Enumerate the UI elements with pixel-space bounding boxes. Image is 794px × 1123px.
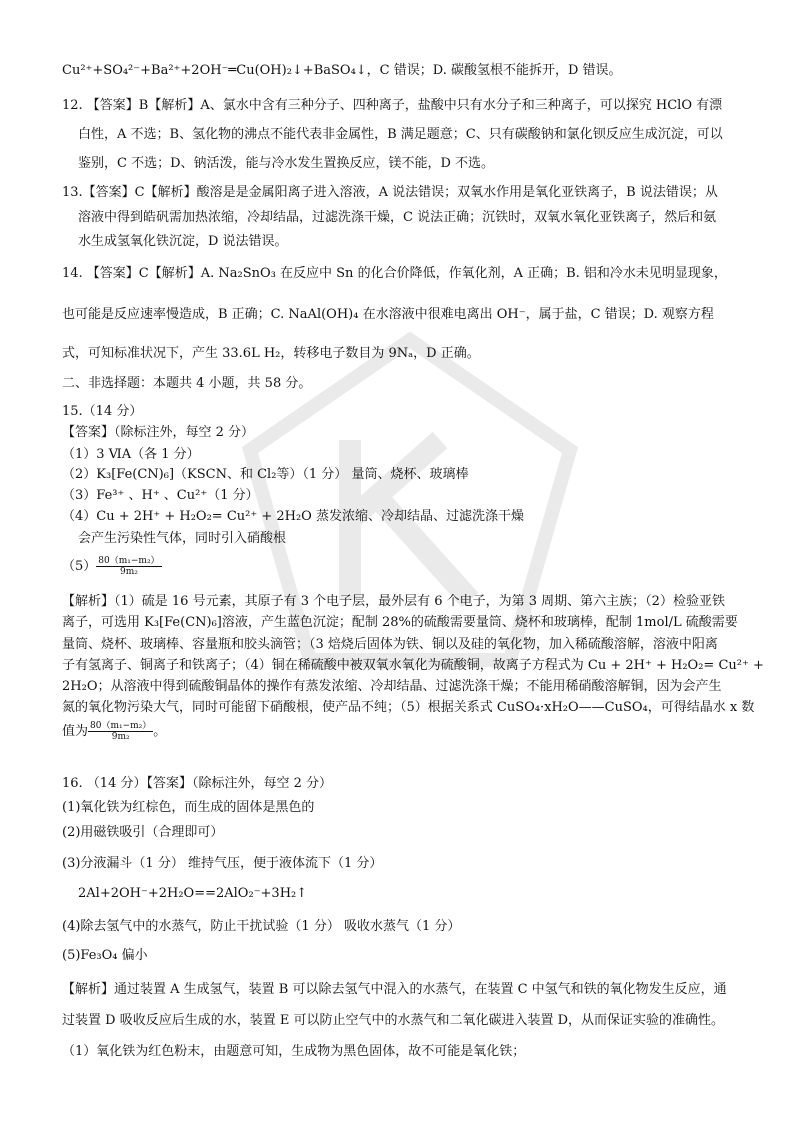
text-line: （3）Fe³⁺ 、H⁺ 、Cu²⁺（1 分） [62, 488, 259, 503]
text-line: (3)分液漏斗（1 分） 维持气压，便于液体流下（1 分） [62, 856, 383, 871]
text-line: (4)除去氢气中的水蒸气，防止干扰试验（1 分） 吸收水蒸气（1 分） [62, 919, 461, 934]
text-line: Cu²⁺+SO₄²⁻+Ba²⁺+2OH⁻═Cu(OH)₂↓+BaSO₄↓，C 错误；D. 碳酸氢根不能拆开，D 错误。 [62, 63, 622, 78]
text-line: 溶液中得到皓矾需加热浓缩，冷却结晶，过滤洗涤干燥，C 说法正确；沉铁时，双氧水氧化亚铁离子，然后和氨 [78, 210, 717, 225]
text-line: (1)氧化铁为红棕色，而生成的固体是黑色的 [62, 800, 315, 815]
text-line: （2）K₃[Fe(CN)₆]（KSCN、和 Cl₂等）（1 分） 量筒、烧杯、玻璃棒 [62, 467, 469, 482]
text-line: 【解析】（1）硫是 16 号元素，其原子有 3 个电子层，最外层有 6 个电子，为第 3 周期、第六主族；（2）检验亚铁 [62, 594, 725, 609]
fraction-numerator: 80（m₁−m₂） [98, 556, 160, 566]
text-line: 式，可知标准状况下，产生 33.6L H₂，转移电子数目为 9Nₐ，D 正确。 [62, 346, 480, 361]
fraction-value [62, 721, 754, 742]
text-line: 【答案】（除标注外，每空 2 分） [62, 425, 255, 440]
text-line: 子有氢离子、铜离子和铁离子；（4）铜在稀硫酸中被双氧水氧化为硫酸铜，故离子方程式为 Cu + 2H⁺ + H₂O₂= Cu²⁺ + [62, 658, 764, 673]
text-line: 【解析】通过装置 A 生成氢气，装置 B 可以除去氢气中混入的水蒸气，在装置 C 中氢气和铁的氧化物发生反应，通 [62, 982, 727, 997]
text-line: 13.【答案】C【解析】酸溶是是金属阳离子进入溶液，A 说法错误；双氧水作用是氧化亚铁离子，B 说法错误；从 [62, 185, 718, 200]
text-line: (5)Fe₃O₄ 偏小 [62, 948, 148, 963]
text-line: 水生成氢氧化铁沉淀，D 说法错误。 [78, 234, 288, 249]
text-line: 白性，A 不选；B、氢化物的沸点不能代表非金属性，B 满足题意；C、只有碳酸钠和氯化钡反应生成沉淀，可以 [78, 127, 723, 142]
text-line: 离子，可选用 K₃[Fe(CN)₆]溶液，产生蓝色沉淀；配制 28%的硫酸需要量筒、烧杯和玻璃棒，配制 1mol/L 硫酸需要 [62, 615, 738, 630]
text-line: 量筒、烧杯、玻璃棒、容量瓶和胶头滴管；（3 焙烧后固体为铁、铜以及硅的氧化物，加入稀硫酸溶解，溶液中阳离 [62, 637, 718, 652]
fraction [96, 556, 161, 577]
text-line: 过装置 D 吸收反应后生成的水，装置 E 可以防止空气中的水蒸气和二氧化碳进入装置 D，从而保证实验的准确性。 [62, 1013, 724, 1028]
text-line: 2H₂O；从溶液中得到硫酸铜晶体的操作有蒸发浓缩、冷却结晶、过滤洗涤干燥；不能用稀硝酸溶解铜，因为会产生 [62, 679, 722, 694]
fraction-suffix: 。 [153, 724, 167, 739]
text-line: 也可能是反应速率慢造成，B 正确；C. NaAl(OH)₄ 在水溶液中很难电离出 OH⁻，属于盐，C 错误；D. 观察方程 [62, 307, 714, 322]
fraction-denominator: 9m₂ [119, 567, 138, 577]
fraction-prefix: （5） [62, 559, 97, 574]
fraction-numerator: 80（m₁−m₂） [90, 721, 152, 731]
text-line: 鉴别，C 不选；D、钠活泼，能与冷水发生置换反应，镁不能，D 不选。 [78, 156, 495, 171]
fraction-denominator: 9m₂ [111, 732, 130, 742]
question-heading: 15.（14 分） [62, 404, 143, 419]
fraction-answer [62, 556, 754, 577]
text-line: （1）3 ⅥA（各 1 分） [62, 447, 200, 462]
text-line: 14. 【答案】C【解析】A. Na₂SnO₃ 在反应中 Sn 的化合价降低，作氧化剂，A 正确；B. 铝和冷水未见明显现象， [62, 266, 727, 281]
text-line: 会产生污染性气体，同时引入硝酸根 [78, 531, 287, 546]
text-line: (2)用磁铁吸引（合理即可） [62, 825, 224, 840]
text-line: （1）氧化铁为红色粉末，由题意可知，生成物为黑色固体，故不可能是氧化铁； [62, 1044, 526, 1059]
question-heading: 16. （14 分）【答案】（除标注外，每空 2 分） [62, 776, 333, 791]
fraction [88, 721, 153, 742]
text-line: 氮的氧化物污染大气，同时可能留下硝酸根，使产品不纯；（5）根据关系式 CuSO₄·xH₂O——CuSO₄，可得结晶水 x 数 [62, 700, 755, 715]
equation-line: 2Al+2OH⁻+2H₂O==2AlO₂⁻+3H₂↑ [78, 886, 308, 901]
text-line: 12. 【答案】B【解析】A、氯水中含有三种分子、四种离子，盐酸中只有水分子和三种离子，可以探究 HClO 有漂 [62, 98, 723, 113]
text-line: （4）Cu + 2H⁺ + H₂O₂= Cu²⁺ + 2H₂O 蒸发浓缩、冷却结晶、过滤洗涤干燥 [62, 509, 524, 524]
fraction-prefix: 值为 [62, 724, 89, 739]
section-heading: 二、非选择题：本题共 4 小题，共 58 分。 [62, 376, 312, 391]
